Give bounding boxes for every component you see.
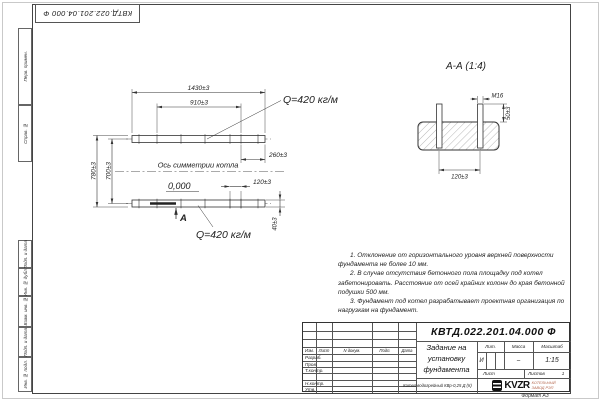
level-mark: 0,000 bbox=[168, 181, 191, 191]
side-label: Инв. № подл. bbox=[22, 360, 28, 389]
section-title: А-А (1:4) bbox=[445, 61, 487, 72]
load-bottom-leader bbox=[198, 206, 213, 228]
lit-label: Лит. bbox=[485, 344, 496, 349]
logo-sub-line: ЗАВОД РЭП bbox=[531, 385, 554, 390]
row-prov: Пров. bbox=[305, 361, 318, 367]
side-cell-sprav bbox=[18, 105, 32, 162]
side-cell-podp-data-2 bbox=[18, 327, 32, 357]
section-letter: А bbox=[180, 213, 187, 224]
mass-label: Масса bbox=[511, 344, 526, 349]
dim-offset: 260±3 bbox=[269, 152, 288, 159]
side-cell-vzam-inv bbox=[18, 296, 32, 327]
mass-value: – bbox=[516, 357, 521, 364]
sheet-label: Лист bbox=[483, 371, 495, 376]
bolt-thread-label: М16 bbox=[491, 93, 504, 100]
title-line: фундамента bbox=[423, 364, 470, 374]
side-label: Взам. инв. № bbox=[22, 297, 28, 326]
dim-inner-width: 910±3 bbox=[189, 99, 209, 107]
note-2: 2. В случае отсутствия бетонного пола площадку под котел забетонировать. Расстояние от осей крайних колонн до края бетонной подушки 500 мм. bbox=[338, 270, 565, 296]
side-cell-podp-data-1 bbox=[18, 240, 32, 268]
dim-strip-width: 40±3 bbox=[272, 217, 279, 231]
section-view bbox=[418, 61, 512, 181]
technical-notes bbox=[338, 251, 570, 316]
scale-value: 1:15 bbox=[545, 357, 559, 364]
side-label: Инв. № дубл. bbox=[22, 267, 28, 297]
load-top-leader bbox=[207, 101, 281, 140]
side-label: Подп. и дата bbox=[22, 239, 28, 269]
doc-number: КВТД.022.201.04.000 Ф bbox=[431, 326, 556, 338]
title-line: установку bbox=[427, 354, 466, 364]
grid-line bbox=[495, 352, 496, 369]
boiler-emblem-icon bbox=[492, 380, 502, 391]
dim-height-inner: 700±3 bbox=[105, 161, 113, 181]
dim-height-outer: 780±3 bbox=[90, 161, 98, 181]
grid-line bbox=[303, 373, 416, 374]
side-cell-inv-podl bbox=[18, 357, 32, 392]
symmetry-axis-label: Ось симметрии котла bbox=[157, 160, 239, 170]
title-block bbox=[302, 322, 570, 392]
sheets-value: 1 bbox=[561, 371, 565, 376]
foundation-strip-top bbox=[132, 136, 265, 143]
side-cell-inv-dubl bbox=[18, 268, 32, 296]
section-dim-spacing: 120±3 bbox=[451, 174, 468, 181]
row-utv: Утв. bbox=[305, 387, 316, 392]
anchor-bolt-right bbox=[478, 104, 484, 148]
title-line: Задание на bbox=[426, 343, 467, 353]
section-dim-height: 50±3 bbox=[506, 106, 512, 120]
sheets-label: Листов bbox=[528, 371, 545, 376]
drawing-canvas bbox=[60, 55, 560, 250]
logo-subtitle bbox=[532, 381, 556, 390]
concrete-block bbox=[418, 122, 499, 150]
lit-value: И bbox=[479, 357, 484, 364]
dimension-lines bbox=[97, 93, 280, 217]
product-name: Котел водогрейный КВр-0,25 Д (К) bbox=[403, 383, 472, 388]
plan-view bbox=[91, 85, 339, 241]
col-data: Дата bbox=[401, 348, 413, 353]
col-podp: Подп. bbox=[379, 348, 391, 353]
logo-text: KVZR bbox=[504, 380, 530, 391]
top-doc-number: КВТД.022.201.04.000 Ф bbox=[42, 9, 133, 18]
load-top-label: Q=420 кг/м bbox=[283, 94, 338, 106]
dim-overall-width: 1430±3 bbox=[187, 85, 210, 92]
side-label: Перв. примен. bbox=[22, 51, 28, 82]
anchor-bolt-left bbox=[437, 104, 443, 148]
grid-line bbox=[372, 323, 373, 393]
grid-line bbox=[303, 331, 416, 332]
col-izm: Изм. bbox=[305, 348, 314, 353]
note-1: 1. Отклонение от горизонтального уровня верхней поверхности фундамента не более 10 мм. bbox=[338, 252, 554, 269]
row-tkontr: Т.контр. bbox=[305, 367, 324, 373]
note-3: 3. Фундамент под котел разрабатывает проектная организация по нагрузкам на фундамент. bbox=[338, 298, 565, 315]
side-cell-perv-primen bbox=[18, 28, 32, 105]
col-list: Лист bbox=[318, 348, 330, 353]
company-logo bbox=[477, 378, 571, 393]
row-nkontr: Н.контр. bbox=[305, 380, 325, 386]
drawing-title bbox=[416, 341, 477, 378]
load-bottom-label: Q=420 кг/м bbox=[196, 229, 251, 241]
logo-sub-line: КОТЕЛЬНЫЙ bbox=[531, 380, 556, 385]
grid-line bbox=[486, 352, 487, 369]
scale-label: Масштаб bbox=[541, 344, 563, 349]
top-doc-number-box bbox=[35, 4, 140, 23]
row-razrab: Разраб. bbox=[305, 355, 322, 360]
format-label: Формат А3 bbox=[521, 392, 549, 399]
dim-bolt-pair: 120±3 bbox=[253, 179, 272, 186]
side-label: Справ. № bbox=[22, 123, 28, 144]
grid-line bbox=[303, 339, 416, 340]
side-label: Подп. и дата bbox=[22, 327, 28, 357]
col-ndokum: N докум. bbox=[343, 348, 361, 353]
